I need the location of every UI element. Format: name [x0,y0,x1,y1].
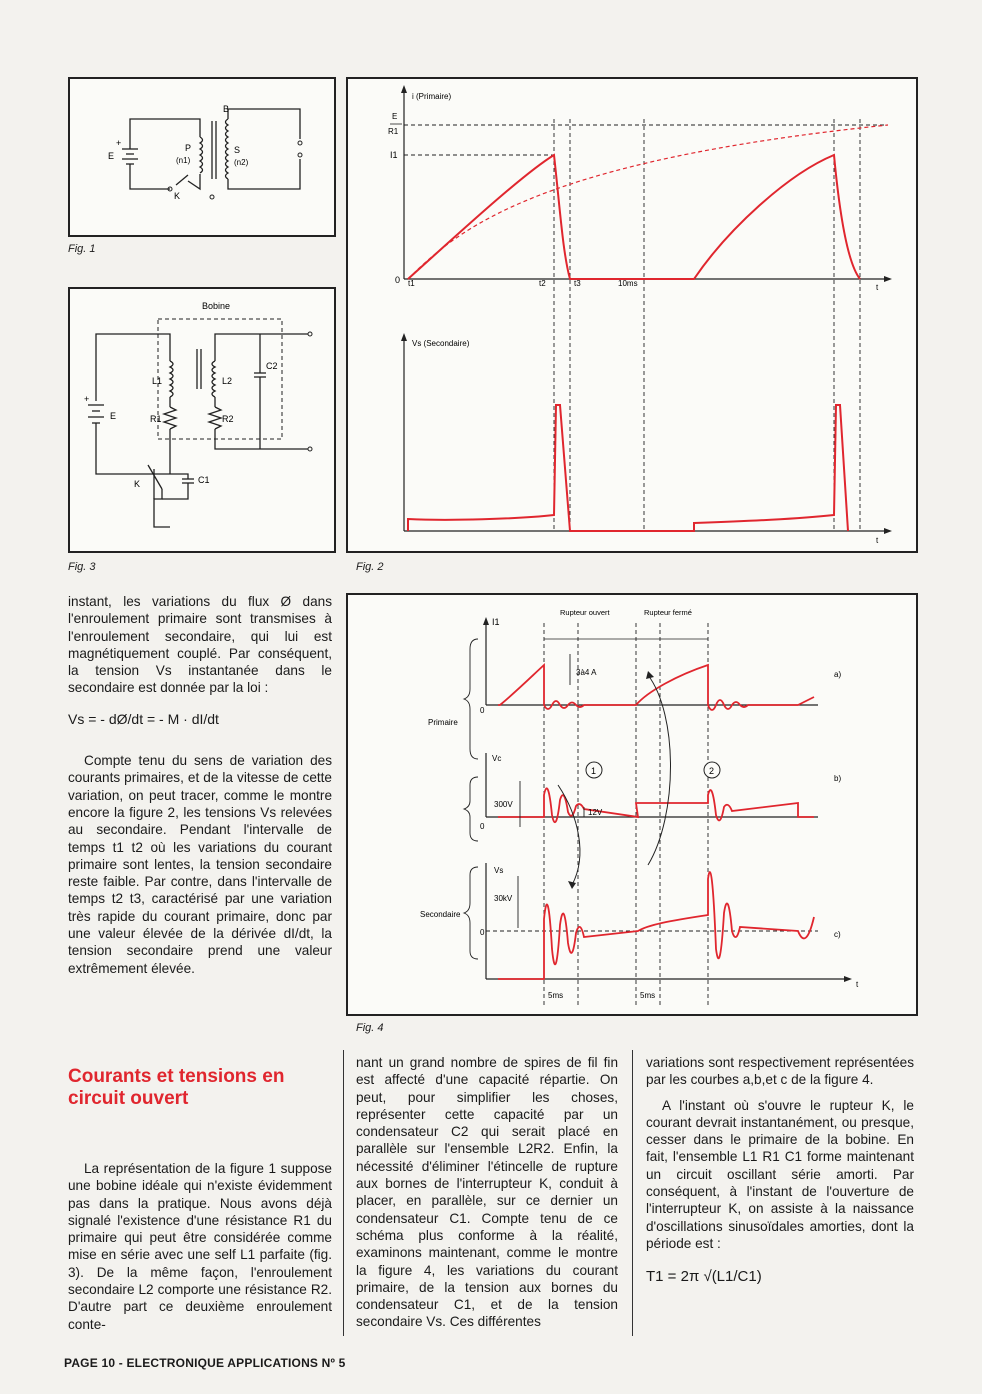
fig1-label-b: B [223,104,230,114]
fig2-label-10ms: 10ms [618,279,638,288]
fig2-caption: Fig. 2 [356,561,384,573]
figure-4 [346,593,918,1016]
col1-para3: La représentation de la figure 1 suppose une bobine idéale qui n'existe évidemment pas dans la pratique. Nous avons déjà signalé l'existence d'une résistance R1 du primaire qui peut être considérée comme mise en série avec une self L1 parfaite (fig. 3). De la même façon, l'enroulement secondaire L2 comporte une résistance R2. D'autre part ce deuxième enroulement conte- [68,1161,332,1332]
fig3-label-bobine: Bobine [202,301,231,311]
fig3-label-r1: R1 [150,414,162,424]
section-heading: Courants et tensions en circuit ouvert [68,1066,285,1109]
fig4-label-zero-a: 0 [480,706,485,715]
fig4-label-3a4a: 3à4 A [576,668,597,677]
fig2-label-vs-axis: Vs (Secondaire) [412,339,470,348]
fig1-caption: Fig. 1 [68,243,96,255]
fig3-label-r2: R2 [222,414,234,424]
fig3-caption: Fig. 3 [68,561,96,573]
fig4-label-300v: 300V [494,800,513,809]
fig1-label-plus: + [116,138,122,148]
fig4-label-rupteur-ouvert: Rupteur ouvert [560,608,610,617]
column-divider-1 [343,1050,344,1336]
fig4-label-12v: 12V [588,808,603,817]
col3-para1: variations sont respectivement représentées par les courbes a,b,et c de la figure 4. [646,1055,914,1088]
fig1-label-p: P [185,143,192,153]
fig4-label-5ms-1: 5ms [548,991,564,1000]
fig2-label-i-axis: i (Primaire) [412,92,452,101]
fig1-label-k: K [174,191,181,201]
fig3-label-e: E [110,411,117,421]
fig2-label-t-top: t [876,283,879,292]
fig4-label-c: c) [834,930,841,939]
fig1-label-s: S [234,145,241,155]
fig2-label-r1: R1 [388,127,399,136]
figure-2 [346,77,918,553]
fig4-label-zero-b: 0 [480,822,485,831]
column-1-top [68,593,332,977]
fig3-label-l1: L1 [152,376,163,386]
formula-t1: T1 = 2π √(L1/C1) [646,1268,762,1286]
fig4-label-secondaire: Secondaire [420,910,461,919]
col1-para1: instant, les variations du flux Ø dans l'enroulement primaire sont transmises à l'enroulement secondaire, qui lui est magnétiquement couplé. Par conséquent, la tension Vs instantanée dans le secondaire est donnée par la loi : [68,594,332,696]
fig1-circuit-diagram [70,79,334,235]
fig4-label-a: a) [834,670,842,679]
column-3 [646,1054,914,1286]
fig3-circuit-diagram [70,289,334,551]
figure-1 [68,77,336,237]
fig4-label-30kv: 30kV [494,894,513,903]
fig4-label-5ms-2: 5ms [640,991,656,1000]
column-2 [356,1054,618,1331]
fig3-label-c1: C1 [198,475,210,485]
fig4-caption: Fig. 4 [356,1022,384,1034]
fig4-waveform-diagram [348,595,916,1014]
fig4-label-rupteur-ferme: Rupteur fermé [644,608,692,617]
fig4-label-t: t [856,980,859,989]
fig2-label-i1: I1 [390,150,398,160]
fig4-label-primaire: Primaire [428,718,458,727]
fig4-label-zero-c: 0 [480,928,485,937]
fig2-waveform-diagram [348,79,916,551]
fig3-label-c2: C2 [266,361,278,371]
fig1-label-e: E [108,151,115,161]
fig4-label-vc: Vc [492,754,502,763]
fig4-label-b: b) [834,774,842,783]
fig2-label-origin: 0 [395,275,401,285]
fig3-label-k: K [134,479,141,489]
col1-para2: Compte tenu du sens de variation des courants primaires, et de la vitesse de cette variation, on peut tracer, comme le montre encore la figure 2, les tensions Vs relevées au secondaire. Pendant l'intervalle de temps t1 t2 où les variations du courant primaire sont lentes, la tension secondaire reste faible. Par contre, dans l'intervalle de temps t2 t3, caractérisé par une variation très rapide du courant primaire, donc par une valeur élevée de la dérivée dI/dt, la tension secondaire prend une valeur extrêmement élevée. [68,753,332,976]
fig4-label-circle-2: 2 [709,766,715,776]
column-1-bottom [68,1160,332,1333]
col3-para2: A l'instant où s'ouvre le rupteur K, le courant devrait instantanément, ou presque, cesser dans le primaire de la bobine. En fait, l'ensemble L1 R1 C1 forme maintenant un circuit oscillant série amorti. Par conséquent, à l'instant de l'ouverture de l'interrupteur K, on assiste à la naissance d'oscillations sinusoïdales amorties, dont la période est : [646,1097,914,1251]
col2-para1: nant un grand nombre de spires de fil fin est affecté d'une capacité répartie. On peut, pour simplifier les choses, représenter cette capacité par un condensateur C2 qui serait placé en parallèle sur l'ensemble L2R2. Enfin, la nécessité d'éliminer l'étincelle de rupture aux bornes de l'interrupteur K, conduit à placer, en parallèle, sur ce dernier un condensateur C1. Compte tenu de ce schéma plus conforme à la réalité, examinons maintenant, comme le montre la figure 4, les variations du courant primaire, de la tension aux bornes du condensateur C1, et de la tension secondaire Vs. Ces différentes [356,1055,618,1330]
fig2-label-t1: t1 [408,279,415,288]
figure-3 [68,287,336,553]
fig3-label-l2: L2 [222,376,233,386]
column-divider-2 [632,1050,633,1336]
fig1-label-n2: (n2) [234,158,249,167]
fig4-label-i1: I1 [492,617,500,627]
fig2-label-t3: t3 [574,279,581,288]
fig4-label-circle-1: 1 [591,766,597,776]
fig2-label-t2: t2 [539,279,546,288]
fig1-label-n1: (n1) [176,156,191,165]
fig2-label-e: E [392,112,398,121]
page-footer: PAGE 10 - ELECTRONIQUE APPLICATIONS Nº 5 [64,1356,346,1370]
fig3-label-plus: + [84,394,90,404]
fig4-label-vs: Vs [494,866,504,875]
formula-vs: Vs = - dØ/dt = - M · dI/dt [68,710,219,727]
fig2-label-t-bottom: t [876,536,879,545]
